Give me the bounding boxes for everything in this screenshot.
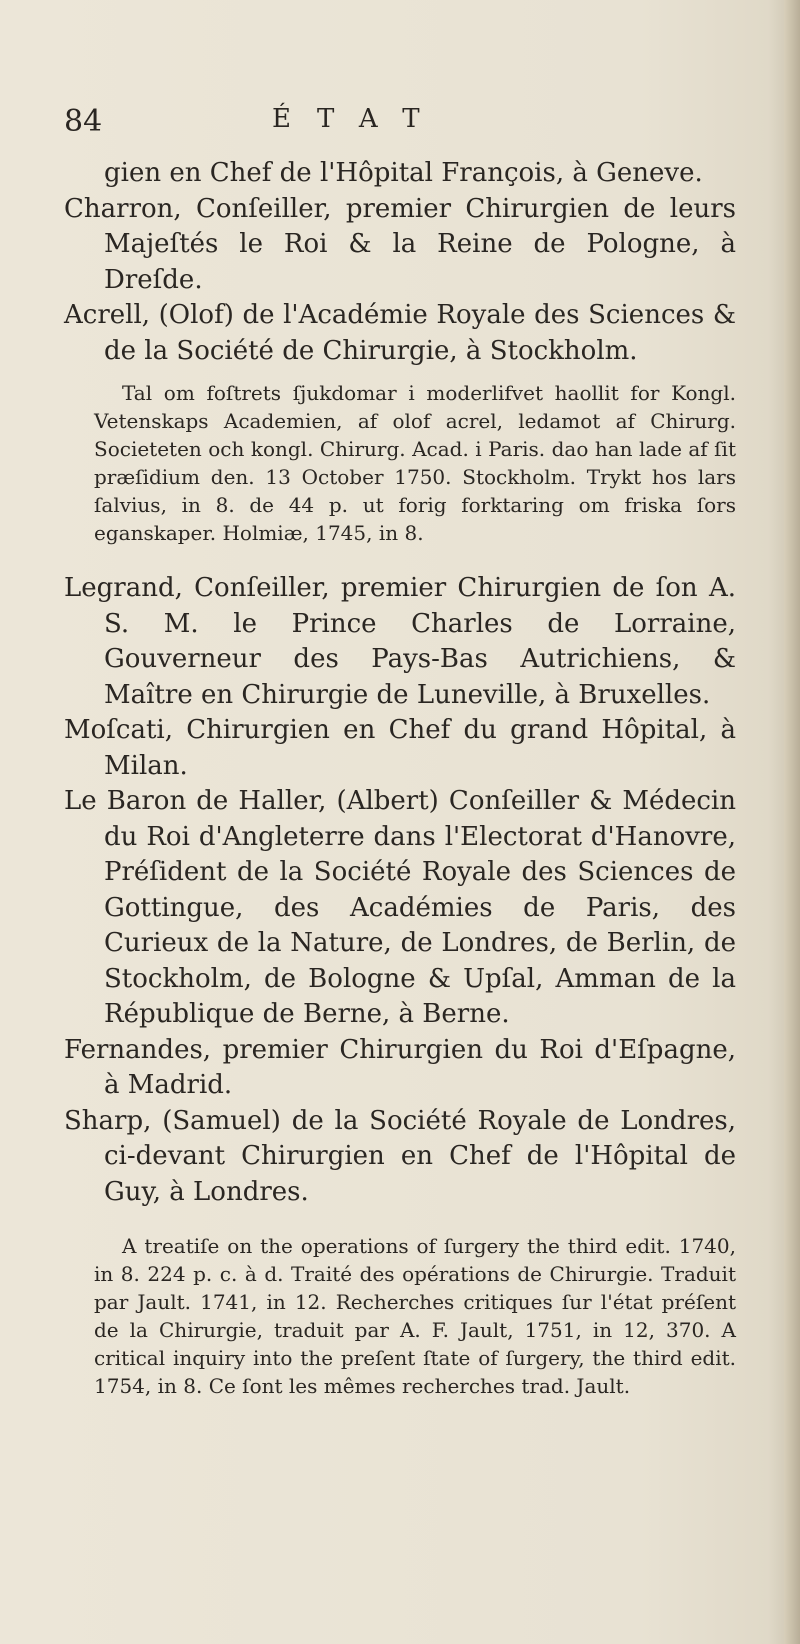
- entry-charron: Charron, Conſeiller, premier Chirurgien de leurs Majeſtés le Roi & la Reine de Pologne, à Dreſde.: [64, 193, 736, 295]
- page-edge: [784, 0, 800, 1644]
- page-header: [64, 104, 724, 144]
- entry-acrell: Acrell, (Olof) de l'Académie Royale des Sciences & de la Société de Chirurgie, à Stockholm.: [64, 300, 736, 366]
- entry-haller: Le Baron de Haller, (Albert) Conſeiller & Médecin du Roi d'Angleterre dans l'Electorat d'Hanovre, Préſident de la Société Royale des Sciences de Gottingue, des Académies de Paris, des Curieux de la Nature, de Londres, de Berlin, de Stockholm, de Bologne & Upſal, Amman de la République de Berne, à Berne.: [64, 786, 736, 1029]
- entry-fernandes: Fernandes, premier Chirurgien du Roi d'Eſpagne, à Madrid.: [64, 1034, 736, 1100]
- page-number: 84: [64, 104, 103, 139]
- entry-legrand: Legrand, Conſeiller, premier Chirurgien de ſon A. S. M. le Prince Charles de Lorraine, Gouverneur des Pays-Bas Autrichiens, & Maître en Chirurgie de Luneville, à Bruxelles.: [64, 573, 736, 710]
- entry-sharp: Sharp, (Samuel) de la Société Royale de Londres, ci-devant Chirurgien en Chef de l'Hôpital de Guy, à Londres.: [64, 1105, 736, 1207]
- text-block: [64, 156, 736, 1424]
- entry-moscati: Moſcati, Chirurgien en Chef du grand Hôpital, à Milan.: [64, 715, 736, 781]
- note-sharp: A treatiſe on the operations of ſurgery the third edit. 1740, in 8. 224 p. c. à d. Traité des opérations de Chirurgie. Traduit par Jault. 1741, in 12. Recherches critiques ſur l'état préſent de la Chirurgie, traduit par A. F. Jault, 1751, in 12, 370. A critical inquiry into the preſent ſtate of ſurgery, the third edit. 1754, in 8. Ce ſont les mêmes recherches trad. Jault.: [94, 1234, 736, 1398]
- entry-continuation: gien en Chef de l'Hôpital François, à Geneve.: [104, 158, 703, 188]
- note-acrell: Tal om foſtrets ſjukdomar i moderlifvet haollit for Kongl. Vetenskaps Academien, af olof acrel, ledamot af Chirurg. Societeten och kongl. Chirurg. Acad. i Paris. dao han lade af ſit præſidium den. 13 October 1750. Stockholm. Trykt hos lars ſalvius, in 8. de 44 p. ut forig forktaring om friska ſors eganskaper. Holmiæ, 1745, in 8.: [94, 381, 736, 545]
- running-head: ÉTAT: [272, 104, 446, 134]
